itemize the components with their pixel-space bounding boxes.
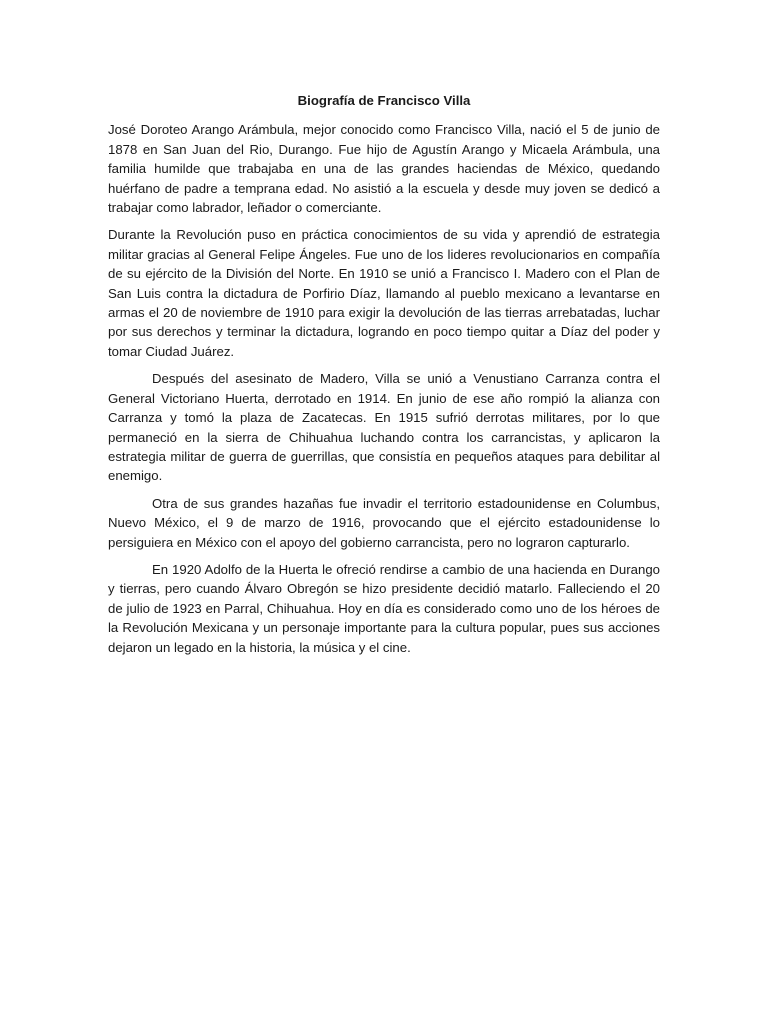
paragraph-death: En 1920 Adolfo de la Huerta le ofreció rendirse a cambio de una hacienda en Durango y tierras, pero cuando Álvaro Obregón se hizo presidente decidió matarlo. Falleciendo el 20 de julio de 1923 en Parral, Chihuahua. Hoy en día es considerado como uno de los héroes de la Revolución Mexicana y un personaje importante para la cultura popular, pues sus acciones dejaron un legado en la historia, la música y el cine. [108,561,660,655]
paragraph-revolution: Durante la Revolución puso en práctica conocimientos de su vida y aprendió de estrategia militar gracias al General Felipe Ángeles. Fue uno de los lideres revolucionarios en compañía de su ejército de la División del Norte. En 1910 se unió a Francisco I. Madero con el Plan de San Luis contra la dictadura de Porfirio Díaz, llamando al pueblo mexicano a levantarse en armas el 20 de noviembre de 1910 para exigir la devolución de las tierras arrebatadas, luchar por sus derechos y terminar la dictadura, logrando en poco tiempo quitar a Díaz del poder y tomar Ciudad Juárez. [108,227,660,359]
paragraph-early-life: José Doroteo Arango Arámbula, mejor conocido como Francisco Villa, nació el 5 de junio de 1878 en San Juan del Rio, Durango. Fue hijo de Agustín Arango y Micaela Arámbula, una familia humilde que trabajaba en una de las grandes haciendas de México, quedando huérfano de padre a temprana edad. No asistió a la escuela y desde muy joven se dedicó a trabajar como labrador, leñador o comerciante. [108,122,660,216]
document-body [108,91,660,665]
paragraph-carranza: Después del asesinato de Madero, Villa se unió a Venustiano Carranza contra el General Victoriano Huerta, derrotado en 1914. En junio de ese año rompió la alianza con Carranza y tomó la plaza de Zacatecas. En 1915 sufrió derrotas militares, por lo que permaneció en la sierra de Chihuahua luchando contra los carrancistas, y aplicaron la estrategia militar de guerra de guerrillas, que consistía en pequeños ataques para debilitar al enemigo. [108,371,660,484]
paragraph-columbus: Otra de sus grandes hazañas fue invadir el territorio estadounidense en Columbus, Nuevo México, el 9 de marzo de 1916, provocando que el ejército estadounidense lo persiguiera en México con el apoyo del gobierno carrancista, pero no lograron capturarlo. [108,495,660,550]
document-title: Biografía de Francisco Villa [297,93,471,108]
